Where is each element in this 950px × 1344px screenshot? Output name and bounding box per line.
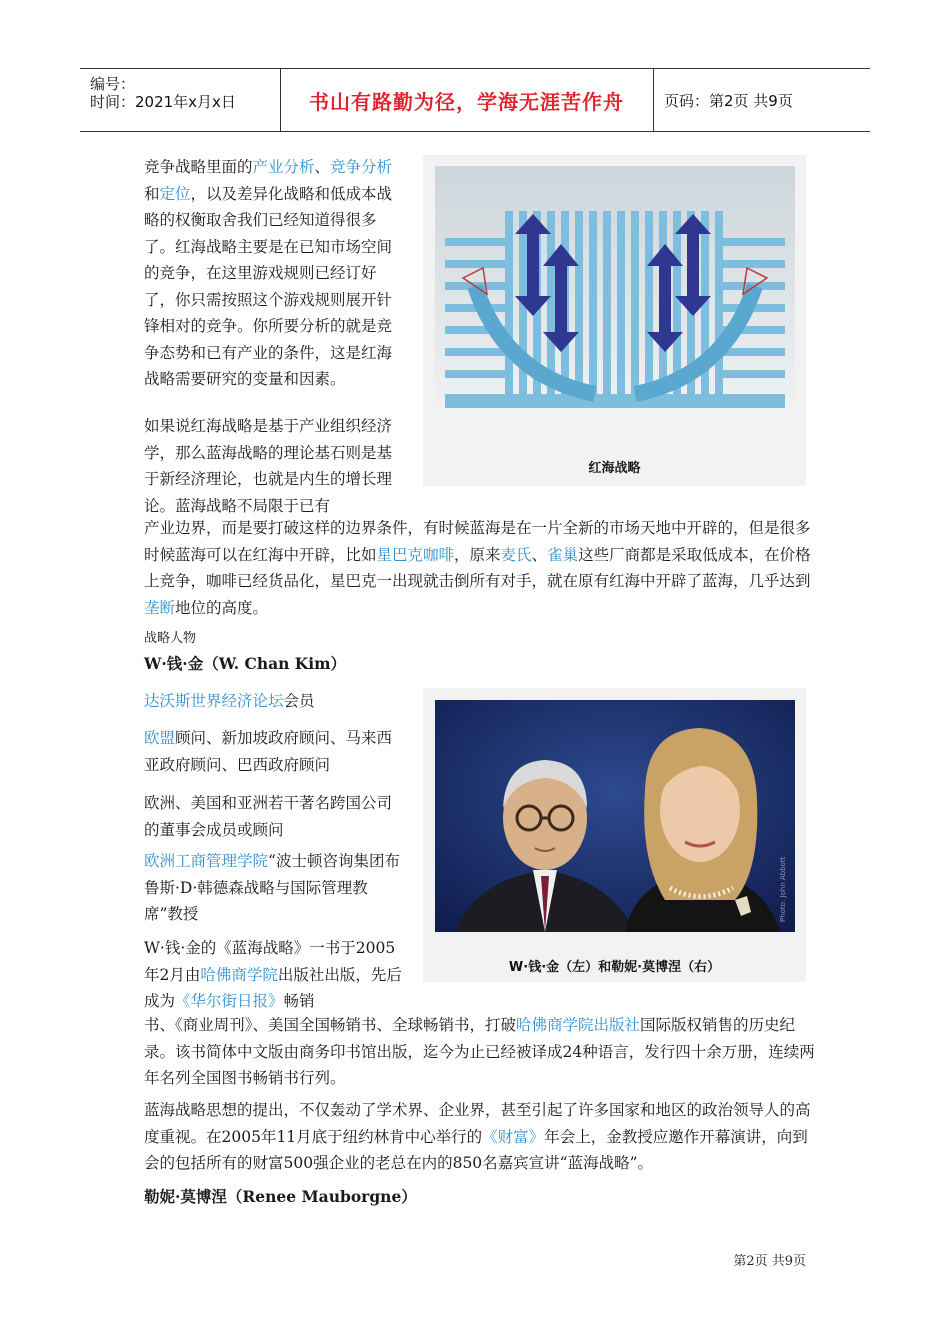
page-header (80, 68, 870, 132)
paragraph-influence (144, 1097, 816, 1177)
text: 产业边界，而是要打破这样的边界条件，有时候蓝海是在一片全新的市场天地中开辟的，但是很多时候蓝海可以在红海中开辟，比如 (144, 519, 811, 564)
page-footer: 第2页 共9页 (733, 1254, 806, 1269)
text: “波士顿咨询集团布鲁斯·D·韩德森战略与国际管理教席”教授 (144, 852, 400, 923)
text: 欧洲、美国和亚洲若干著名跨国公司的董事会成员或顾问 (144, 794, 393, 839)
text: 、 (314, 158, 331, 176)
link-maxwell[interactable]: 麦氏 (500, 545, 532, 564)
text: 顾问、新加坡政府顾问、马来西亚政府顾问、巴西政府顾问 (144, 729, 393, 774)
link-starbucks[interactable]: 星巴克咖啡 (376, 545, 455, 564)
role-board (144, 790, 402, 843)
figure-authors-caption: W·钱·金（左）和勒妮·莫博涅（右） (508, 960, 721, 975)
person1-name: W·钱·金（W. Chan Kim） (144, 654, 347, 673)
link-positioning[interactable]: 定位 (159, 184, 191, 203)
link-competitive-analysis[interactable]: 竞争分析 (330, 158, 393, 176)
text: 竞争战略里面的 (144, 158, 253, 176)
link-davos[interactable]: 达沃斯世界经济论坛 (144, 692, 284, 710)
paragraph-blue-ocean-top (144, 413, 400, 519)
link-eu[interactable]: 欧盟 (144, 729, 176, 747)
figure-red-ocean (423, 155, 806, 486)
link-monopoly[interactable]: 垄断 (144, 598, 176, 617)
text: 国际版权销售的历史纪录。该书简体中文版由商务印书馆出版，迄今为止已经被译成24种语言，发行四十余万册，连续两年名列全国图书畅销书行列。 (144, 1016, 815, 1087)
text: ，以及差异化战略和低成本战略的权衡取舍我们已经知道得很多了。红海战略主要是在已知市场空间的竞争，在这里游戏规则已经订好了，你只需按照这个游戏规则展开针锋相对的竞争。你所要分析的就是竞争态势和已有产业的条件，这是红海战略需要研究的变量和因素。 (144, 184, 393, 388)
text: ，原来 (454, 545, 501, 564)
text: 蓝海战略思想的提出，不仅轰动了学术界、企业界，甚至引起了许多国家和地区的政治领导人的高度重视。在2005年11月底于纽约林肯中心举行的 (144, 1101, 811, 1146)
text: 和 (144, 184, 160, 203)
text: W·钱·金的《蓝海战略》一书于2005年2月由 (144, 939, 396, 984)
red-ocean-diagram (435, 166, 795, 436)
authors-photo (435, 700, 795, 932)
paragraph-book-bottom (144, 1012, 816, 1092)
role-advisor (144, 725, 402, 778)
figure-red-ocean-caption: 红海战略 (588, 461, 641, 476)
header-page-cell (654, 69, 870, 131)
text: 书、《商业周刊》、美国全国畅销书、全球畅销书，打破 (144, 1016, 517, 1034)
text: 年会上，金教授应邀作开幕演讲，向到会的包括所有的财富500强企业的老总在内的850名嘉宾宣讲“蓝海战略”。 (144, 1127, 808, 1172)
link-harvard-business-school[interactable]: 哈佛商学院 (200, 965, 278, 984)
role-davos (144, 688, 404, 715)
text: 、 (531, 545, 548, 564)
link-fortune[interactable]: 《财富》 (482, 1127, 545, 1146)
link-wsj[interactable]: 《华尔街日报》 (175, 992, 284, 1010)
paragraph-red-ocean (144, 154, 400, 393)
photo-credit: Photo: John Abbott (779, 856, 787, 922)
link-insead[interactable]: 欧洲工商管理学院 (144, 852, 269, 870)
text: 地位的高度。 (175, 598, 269, 617)
time-label: 时间：2021年x月x日 (90, 93, 236, 111)
paragraph-book-top (144, 935, 402, 1015)
person2-name: 勒妮·莫博涅（Renee Mauborgne） (144, 1187, 417, 1206)
figure-authors (423, 688, 806, 982)
paragraph-blue-ocean-bottom (144, 515, 814, 621)
section-label: 战略人物 (144, 631, 197, 646)
link-hbs-press[interactable]: 哈佛商学院出版社 (516, 1016, 641, 1034)
number-label: 编号： (90, 75, 136, 93)
header-motto-cell (280, 69, 654, 131)
page-info: 页码：第2页 共9页 (664, 91, 793, 110)
header-meta (80, 69, 281, 131)
link-industry-analysis[interactable]: 产业分析 (252, 158, 315, 176)
text: 畅销 (283, 992, 315, 1010)
text: 出版社出版，先后成为 (144, 965, 402, 1010)
role-insead (144, 848, 402, 928)
motto: 书山有路勤为径，学海无涯苦作舟 (309, 89, 624, 114)
text: 会员 (283, 692, 315, 710)
link-nestle[interactable]: 雀巢 (547, 545, 579, 564)
text: 这些厂商都是采取低成本，在价格上竞争，咖啡已经货品化，星巴克一出现就击倒所有对手，就在原有红海中开辟了蓝海，几乎达到 (144, 545, 811, 590)
text: 如果说红海战略是基于产业组织经济学，那么蓝海战略的理论基石则是基于新经济理论，也就是内生的增长理论。蓝海战略不局限于已有 (144, 417, 393, 515)
